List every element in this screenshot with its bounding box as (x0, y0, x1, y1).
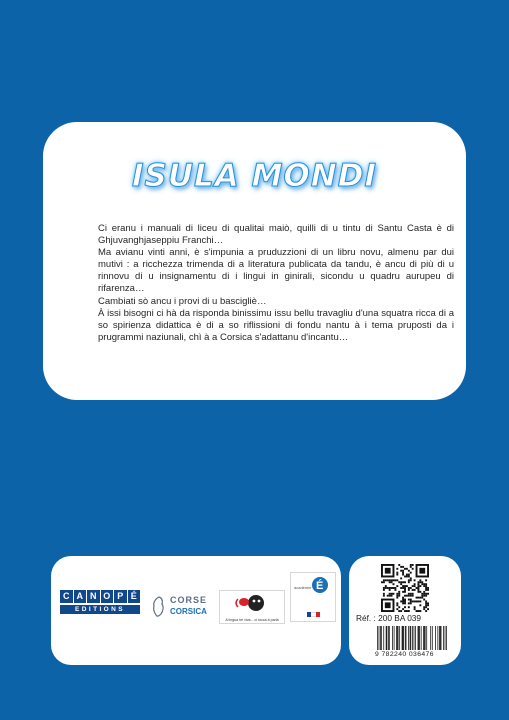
summary-text (98, 223, 454, 344)
canope-letter: P (114, 590, 127, 603)
reference-number: Réf. : 200 BA 039 (356, 613, 422, 623)
canope-letter: A (74, 590, 87, 603)
canope-letter: O (101, 590, 114, 603)
isbn-box (349, 556, 461, 665)
summary-paragraph: Cambiati sò ancu i provi di u bascigliè… (98, 295, 267, 307)
ean-number: 9 782240 036476 (375, 651, 434, 658)
svg-text:É: É (316, 580, 324, 592)
canope-letter: É (128, 590, 141, 603)
summary-paragraph: Ci eranu i manuali di liceu di qualitai maiò, quilli di u tintu di Santu Casta è di Ghjuvanghjaseppiu Franchi… (98, 223, 454, 247)
lingua-caption: A lingua hè viva... ci tocca à parlà (225, 618, 279, 622)
summary-paragraph: Ma avianu vinti anni, è s'impunia a pruduzzioni di un libru novu, almenu par dui mutivi : a ricchezza trimenda di a literatura publicata da tandu, è ancu di più di u rinnovu di u insignamentu di i lingui in ginirali, sicondu u quadru aurupeu di rifarenza… (98, 247, 454, 295)
lingua-logo (219, 590, 285, 624)
back-cover-panel (43, 122, 466, 400)
corse-word: CORSE (170, 595, 208, 605)
canope-letter: C (60, 590, 73, 603)
canope-letter: N (87, 590, 100, 603)
corsica-map-icon (150, 596, 168, 618)
french-flag-icon (307, 612, 320, 617)
canope-editions: EDITIONS (60, 605, 140, 614)
partner-logos-box (51, 556, 341, 665)
corsica-word: CORSICA (170, 607, 207, 616)
canope-logo (60, 590, 140, 622)
barcode-icon (377, 626, 449, 650)
collectivite-corse-logo (148, 594, 212, 620)
lingua-figure-icon (220, 591, 284, 615)
academie-word: académie (294, 585, 312, 590)
academie-logo (290, 572, 336, 622)
summary-paragraph: À issi bisogni ci hà da risponda binissimu issu bellu travagliu d'una squatra ricca di a so spirienza didattica è di a so riflissioni di fondu nantu à i tema pruposti da i prugrammi naziunali, chì à a Corsica s'adattanu d'incantu… (98, 307, 454, 343)
book-title: ISULA MONDI (132, 158, 377, 194)
qr-code-icon (380, 564, 430, 612)
